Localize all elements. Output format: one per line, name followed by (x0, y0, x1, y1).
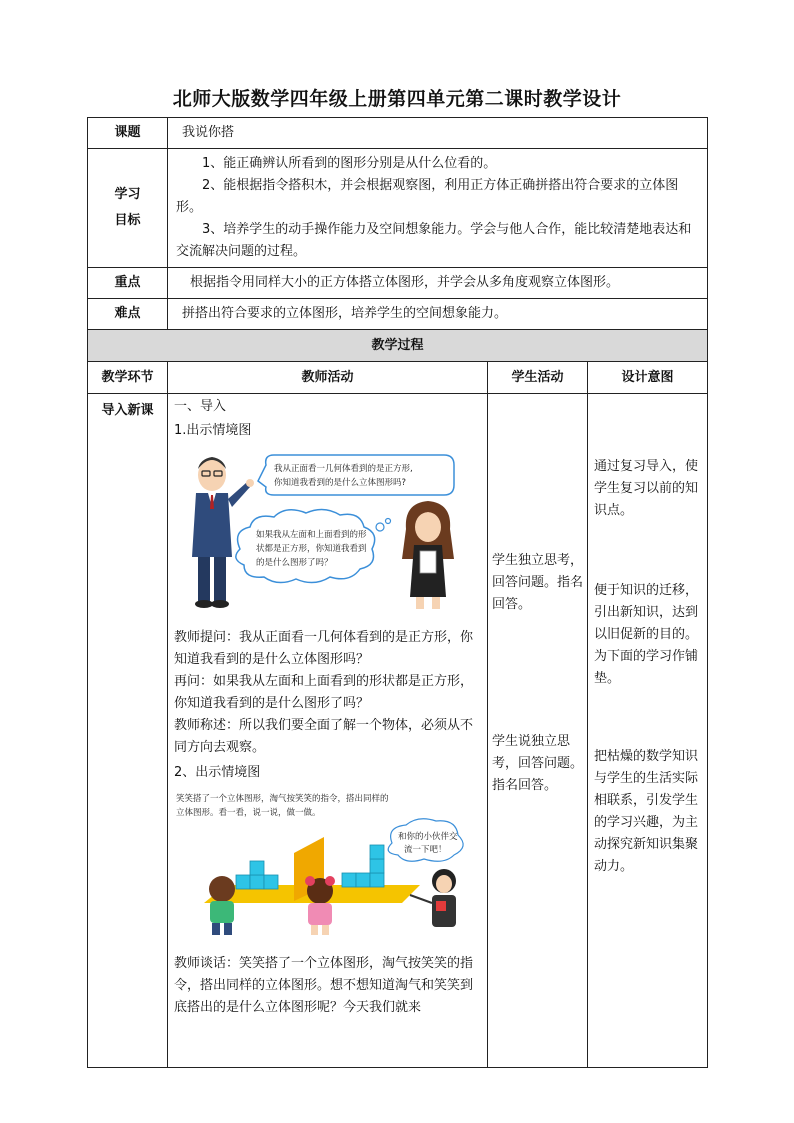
bubble-2-line1: 如果我从左面和上面看到的形 (256, 530, 367, 540)
scene2-text-line1: 笑笑搭了一个立体图形，淘气按笑笑的指令，搭出同样的 (176, 794, 389, 804)
process-title: 教学过程 (88, 330, 708, 362)
bubble-2-line2: 状都是正方形，你知道我看到 (256, 544, 367, 554)
step1-label: 1.出示情境图 (174, 423, 252, 438)
bubble-1-line2: 你知道我看到的是什么立体图形吗? (274, 478, 407, 488)
topic-row (88, 118, 708, 149)
difficulty-label: 难点 (88, 299, 168, 330)
teacher-talk: 教师谈话：笑笑搭了一个立体图形，淘气按笑笑的指令，搭出同样的立体图形。想不想知道淘气和笑笑到底搭出的是什么立体图形呢？今天我们就来 (174, 956, 474, 1015)
column-header-row (88, 362, 708, 394)
difficulty-row (88, 299, 708, 330)
student-activity-2: 学生说独立思考，回答问题。指名回答。 (492, 734, 584, 793)
design-intent-2: 便于知识的迁移，引出新知识，达到以旧促新的目的。为下面的学习作铺垫。 (594, 583, 699, 686)
teacher-activity (168, 394, 488, 1068)
process-title-row (88, 330, 708, 362)
bubble-1-line1: 我从正面看一几何体看到的是正方形, (274, 464, 413, 474)
situation-image-1 (174, 447, 482, 613)
cube-group-right (342, 845, 384, 887)
key-point-value: 根据指令用同样大小的正方体搭立体图形，并学会从多角度观察立体图形。 (168, 268, 708, 299)
thought-bubble-3 (388, 819, 463, 862)
design-intent (588, 394, 708, 1068)
difficulty-value: 拼搭出符合要求的立体图形，培养学生的空间想象能力。 (168, 299, 708, 330)
situation-image-2 (174, 791, 482, 939)
goal-item: 1、能正确辨认所看到的图形分别是从什么位看的。 (202, 156, 497, 171)
goal-item: 2、能根据指令搭积木，并会根据观察图，利用正方体正确拼搭出符合要求的立体图形。 (176, 178, 679, 215)
teacher-statement: 教师称述：所以我们要全面了解一个物体，必须从不同方向去观察。 (174, 718, 474, 755)
girl-figure (305, 876, 335, 935)
teacher-woman-2-figure (410, 869, 456, 927)
student-activity (488, 394, 588, 1068)
bubble-3-line2: 流一下吧！ (404, 845, 447, 855)
stage-label: 导入新课 (88, 394, 168, 1068)
boy-figure (209, 876, 235, 935)
cube-group-left (236, 861, 278, 889)
lesson-plan-table (87, 117, 708, 1068)
goal-item: 3、培养学生的动手操作能力及空间想象能力。学会与他人合作，能比较清楚地表达和交流解决问题的过程。 (176, 222, 692, 259)
step2-label: 2、出示情境图 (174, 765, 261, 780)
student-activity-1: 学生独立思考，回答问题。指名回答。 (492, 553, 584, 612)
intro-row (88, 394, 708, 1068)
topic-label: 课题 (88, 118, 168, 149)
teacher-woman-figure (402, 501, 454, 609)
col-teacher: 教师活动 (168, 362, 488, 394)
topic-value: 我说你搭 (168, 118, 708, 149)
thought-bubble-2 (236, 509, 391, 582)
scene2-text-line2: 立体图形。看一看，说一说，做一做。 (176, 808, 321, 818)
design-intent-3: 把枯燥的数学知识与学生的生活实际相联系，引发学生的学习兴趣，为主动探究新知识集聚动力。 (594, 749, 699, 874)
col-student: 学生活动 (488, 362, 588, 394)
teacher-question-2: 再问：如果我从左面和上面看到的形状都是正方形，你知道我看到的是什么图形了吗？ (174, 674, 474, 711)
speech-bubble-1 (258, 455, 454, 495)
bubble-2-line3: 的是什么图形了吗？ (256, 558, 333, 568)
key-point-label: 重点 (88, 268, 168, 299)
key-point-row (88, 268, 708, 299)
design-intent-1: 通过复习导入，使学生复习以前的知识点。 (594, 459, 699, 518)
bubble-3-line1: 和你的小伙伴交 (398, 832, 458, 842)
page-title: 北师大版数学四年级上册第四单元第二课时教学设计 (172, 88, 622, 110)
goals-row (88, 149, 708, 268)
goals-content (168, 149, 708, 268)
goals-label: 学习 目标 (88, 149, 168, 268)
teacher-question-1: 教师提问：我从正面看一几何体看到的是正方形，你知道我看到的是什么立体图形吗？ (174, 630, 474, 667)
col-intent: 设计意图 (588, 362, 708, 394)
intro-heading: 一、导入 (174, 399, 227, 414)
col-stage: 教学环节 (88, 362, 168, 394)
